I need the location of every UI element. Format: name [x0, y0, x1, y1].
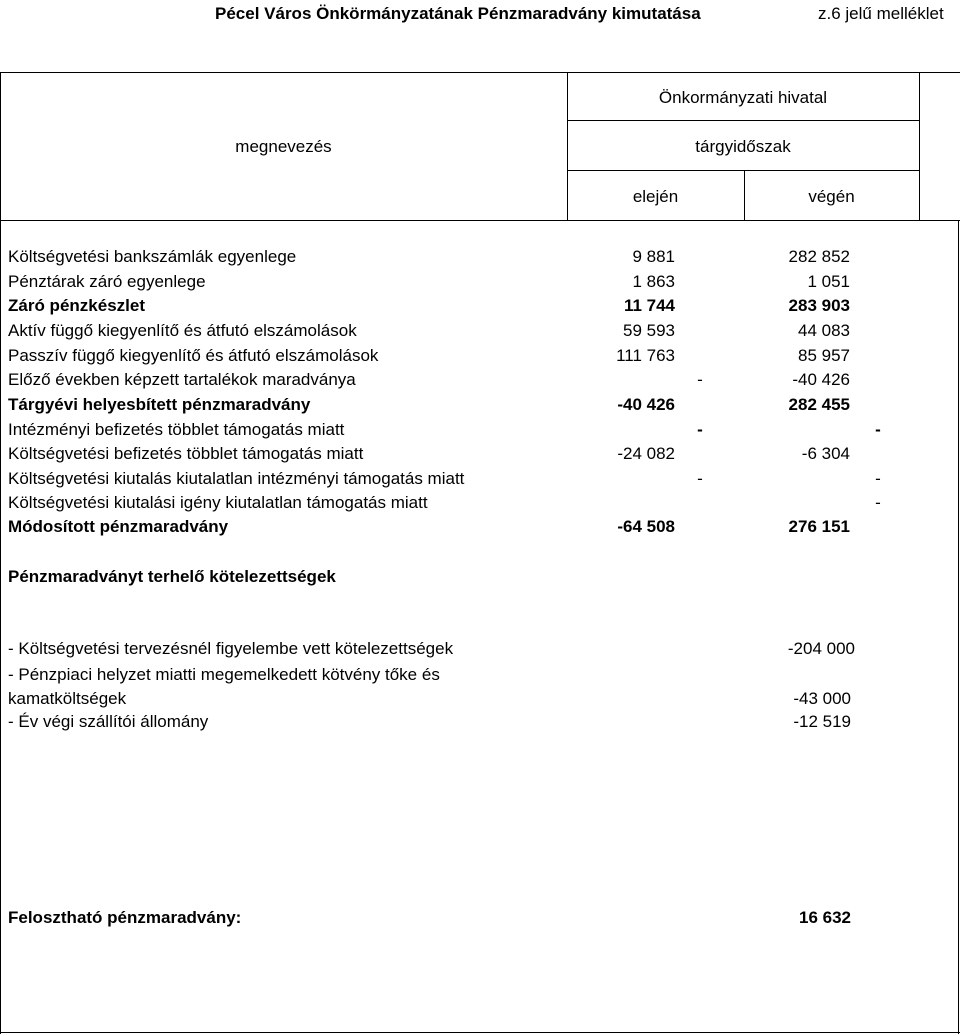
obligation-value: -204 000	[787, 639, 855, 658]
row-label: Költségvetési bankszámlák egyenlege	[8, 247, 297, 266]
row-label: Tárgyévi helyesbített pénzmaradvány	[8, 395, 311, 414]
row-value-end: 85 957	[798, 346, 850, 365]
col-header-start: elején	[632, 187, 679, 206]
row-label: Előző években képzett tartalékok maradványa	[8, 370, 356, 389]
row-label: Passzív függő kiegyenlítő és átfutó elszámolások	[8, 346, 379, 365]
row-value-start: 1 863	[632, 272, 675, 291]
row-value-start: -	[697, 370, 703, 389]
obligation-label: - Év végi szállítói állomány	[8, 712, 209, 731]
row-value-end: -40 426	[792, 370, 850, 389]
row-value-start: -64 508	[617, 517, 675, 536]
row-label: Aktív függő kiegyenlítő és átfutó elszámolások	[8, 321, 357, 340]
row-value-end: 282 455	[788, 395, 850, 414]
row-value-end: 1 051	[807, 272, 850, 291]
row-value-end: 44 083	[798, 321, 850, 340]
row-value-start: -	[697, 469, 703, 488]
distributable-label: Felosztható pénzmaradvány:	[8, 908, 242, 927]
row-label: Költségvetési befizetés többlet támogatás miatt	[8, 444, 364, 463]
row-label: Költségvetési kiutalás kiutalatlan intézményi támogatás miatt	[8, 469, 465, 488]
col-header-end: végén	[808, 187, 855, 206]
row-value-start: -24 082	[617, 444, 675, 463]
row-label: Pénztárak záró egyenlege	[8, 272, 206, 291]
row-label: Záró pénzkészlet	[8, 296, 145, 315]
row-label: Költségvetési kiutalási igény kiutalatlan támogatás miatt	[8, 493, 428, 512]
annex-label: z.6 jelű melléklet	[818, 4, 944, 23]
obligation-label-line2: kamatköltségek	[8, 689, 127, 708]
obligation-label-line1: - Pénzpiaci helyzet miatti megemelkedett kötvény tőke és	[8, 665, 440, 684]
page-title: Pécel Város Önkörmányzatának Pénzmaradvány kimutatása	[215, 4, 701, 23]
row-label: Intézményi befizetés többlet támogatás miatt	[8, 420, 345, 439]
row-value-start: 9 881	[632, 247, 675, 266]
row-label: Módosított pénzmaradvány	[8, 517, 229, 536]
row-value-start: -	[697, 420, 703, 439]
obligations-title: Pénzmaradványt terhelő kötelezettségek	[8, 567, 336, 586]
row-value-start: 11 744	[623, 296, 675, 315]
row-value-end: -	[875, 469, 881, 488]
row-value-end: 283 903	[788, 296, 850, 315]
row-value-start: 59 593	[623, 321, 675, 340]
col-header-period: tárgyidőszak	[695, 137, 791, 156]
row-value-end: -6 304	[801, 444, 850, 463]
row-value-start: -40 426	[617, 395, 675, 414]
distributable-value: 16 632	[799, 908, 851, 927]
col-header-name: megnevezés	[235, 137, 332, 156]
row-value-end: -	[875, 493, 881, 512]
row-value-end: 282 852	[788, 247, 850, 266]
row-value-end: -	[875, 420, 881, 439]
obligation-value: -12 519	[793, 712, 851, 731]
col-header-group: Önkormányzati hivatal	[658, 88, 828, 107]
row-value-start: 111 763	[616, 346, 675, 365]
obligation-value: -43 000	[793, 689, 851, 708]
row-value-end: 276 151	[788, 517, 850, 536]
obligation-label: - Költségvetési tervezésnél figyelembe vett kötelezettségek	[8, 639, 454, 658]
